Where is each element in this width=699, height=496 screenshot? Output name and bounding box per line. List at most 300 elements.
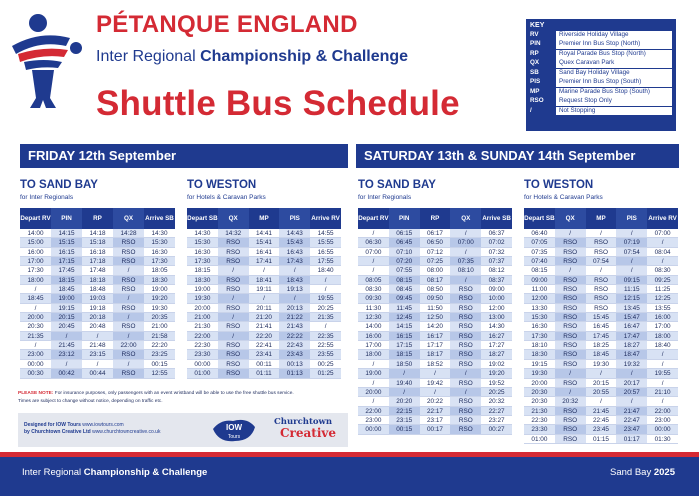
key-desc: Premier Inn Bus Stop (North) (556, 40, 672, 49)
table-cell: 17:18 (82, 257, 113, 265)
table-cell: 14:15 (389, 322, 420, 330)
table-cell: 07:02 (481, 238, 512, 246)
table-cell: 22:15 (389, 407, 420, 415)
fri-sandbay-title: TO SAND BAY (20, 179, 98, 191)
table-cell: 20:45 (51, 322, 82, 330)
table-cell: 20:30 (27, 323, 44, 331)
table-cell: 21:30 (524, 407, 555, 415)
footer-left-pre: Inter Regional (22, 467, 84, 478)
table-cell: 08:50 (426, 286, 443, 294)
table-cell: 21:43 (279, 322, 310, 330)
table-cell: 08:04 (654, 248, 671, 256)
key-code: PIN (530, 40, 541, 48)
table-cell: 20:25 (317, 304, 334, 312)
table-cell: 00:11 (256, 360, 272, 368)
sat-sandbay-subtitle: for Inter Regionals (358, 194, 412, 201)
table-cell: RSO (218, 360, 249, 368)
table-cell: / (661, 398, 664, 406)
key-desc: Premier Inn Bus Stop (South) (556, 78, 672, 87)
friday-to-weston-table (187, 208, 341, 379)
table-cell: 21:20 (249, 313, 280, 321)
column-header: MP (596, 215, 606, 222)
table-cell: 06:45 (389, 238, 420, 246)
table-cell: 07:55 (389, 266, 420, 274)
table-cell: / (51, 360, 82, 368)
table-cell: 19:30 (187, 294, 218, 302)
table-row (20, 332, 175, 341)
table-cell: 12:55 (144, 369, 175, 377)
key-item (530, 31, 672, 40)
table-cell: 12:15 (616, 294, 647, 302)
friday-header: FRIDAY 12th September (20, 144, 348, 168)
table-cell: 18:40 (654, 342, 671, 350)
table-cell: 18:50 (389, 360, 420, 368)
table-row (524, 341, 678, 350)
table-cell: / (218, 266, 249, 274)
table-cell: / (113, 294, 144, 302)
table-cell: 19:15 (531, 360, 548, 368)
table-cell: 22:30 (531, 416, 548, 424)
table-row (524, 322, 678, 331)
table-cell: 11:50 (427, 304, 443, 312)
table-cell: RSO (586, 294, 617, 302)
table-cell: 00:27 (481, 425, 512, 433)
table-cell: 18:45 (586, 350, 617, 358)
table-cell: 16:30 (151, 248, 168, 256)
table-row (524, 304, 678, 313)
table-cell: RSO (113, 304, 144, 312)
table-cell: RSO (594, 248, 608, 256)
iow-url-link[interactable]: www.iowtours.com (82, 422, 124, 428)
table-row (358, 369, 512, 378)
table-row (20, 248, 175, 257)
table-row (358, 304, 512, 313)
table-header (187, 208, 341, 229)
table-cell: 16:15 (389, 332, 420, 340)
table-cell: RSO (218, 276, 249, 284)
table-cell: 21:45 (51, 341, 82, 349)
table-cell: 21:10 (647, 388, 678, 396)
column-header: MP (259, 215, 269, 222)
table-cell: 10:00 (481, 294, 512, 302)
table-cell: 07:00 (450, 238, 481, 246)
table-cell: 16:00 (647, 313, 678, 321)
table-row (524, 257, 678, 266)
table-cell: 01:13 (279, 369, 310, 377)
table-cell: / (249, 294, 280, 302)
table-cell: / (218, 294, 249, 302)
table-cell: / (420, 369, 451, 377)
table-cell: 17:15 (51, 257, 82, 265)
table-cell: 17:47 (616, 332, 647, 340)
table-cell: RSO (555, 350, 586, 358)
table-cell: / (324, 286, 327, 294)
table-row (187, 285, 341, 294)
table-cell: 20:13 (279, 304, 310, 312)
table-row (358, 360, 512, 369)
key-code: PIS (530, 78, 541, 86)
table-cell: 06:17 (426, 230, 443, 237)
table-cell: 22:17 (420, 407, 451, 415)
table-cell: 08:00 (426, 267, 443, 275)
column-header: Depart RV (358, 215, 389, 222)
table-cell: RSO (450, 425, 481, 433)
table-cell: 01:30 (654, 435, 671, 443)
table-cell: 18:27 (616, 341, 647, 349)
table-cell: 22:45 (592, 416, 609, 424)
table-cell: 12:25 (647, 294, 678, 302)
table-cell: 14:15 (51, 229, 82, 237)
column-header: Depart RV (20, 215, 51, 222)
table-cell: / (555, 266, 586, 274)
table-cell: 08:15 (389, 276, 420, 284)
table-row (187, 313, 341, 322)
table-cell: 21:30 (194, 323, 211, 331)
table-cell: 16:15 (51, 248, 82, 256)
table-cell: 14:18 (89, 230, 106, 237)
table-cell: RSO (555, 332, 586, 340)
table-cell: 18:15 (194, 267, 211, 275)
table-row (20, 360, 175, 369)
table-cell: RSO (450, 350, 481, 358)
table-row (20, 350, 175, 359)
table-cell: RSO (113, 350, 144, 358)
cc-logo-line2: Creative (280, 426, 336, 440)
table-row (187, 248, 341, 257)
table-row (358, 379, 512, 388)
table-row (187, 350, 341, 359)
table-cell: 22:00 (187, 332, 218, 340)
table-cell: / (372, 398, 375, 406)
table-cell: 09:45 (389, 294, 420, 302)
table-cell: 08:05 (358, 276, 389, 284)
table-cell: 21:35 (20, 332, 51, 340)
table-cell: 11:15 (616, 285, 647, 293)
table-cell: 09:15 (616, 276, 647, 284)
table-cell: 16:47 (616, 322, 647, 330)
table-cell: 15:30 (524, 313, 555, 321)
table-cell: 20:48 (89, 323, 106, 331)
table-cell: 08:30 (654, 267, 671, 275)
table-header (358, 208, 512, 229)
table-cell: 17:15 (389, 341, 420, 349)
saturday-header: SATURDAY 13th & SUNDAY 14th September (356, 144, 679, 168)
table-cell: 19:00 (51, 294, 82, 302)
table-cell: 08:17 (420, 276, 451, 284)
table-cell: 00:13 (279, 360, 310, 368)
table-row (524, 229, 678, 238)
table-row (358, 294, 512, 303)
table-cell: 20:32 (555, 397, 586, 405)
table-cell: 20:00 (531, 379, 548, 387)
table-cell: 22:35 (310, 332, 341, 340)
table-row (524, 276, 678, 285)
table-cell: / (450, 248, 481, 256)
petanque-england-logo (10, 10, 88, 110)
table-row (524, 416, 678, 425)
table-cell: 19:00 (151, 286, 168, 294)
table-cell: / (450, 229, 481, 237)
table-cell: 22:20 (151, 342, 168, 350)
table-cell: 07:54 (616, 248, 647, 256)
iow-logo-text: IOW (226, 423, 242, 432)
table-cell: 17:00 (20, 257, 51, 265)
credit-text (24, 422, 160, 435)
column-header: PIS (616, 208, 647, 229)
key-title: KEY (530, 22, 545, 29)
table-cell: 14:43 (279, 229, 310, 237)
table-cell: 20:17 (616, 379, 647, 387)
table-cell: 06:30 (358, 238, 389, 246)
table-cell: RSO (555, 238, 586, 246)
table-cell: 16:27 (481, 332, 512, 340)
table-cell: 23:30 (524, 425, 555, 433)
table-cell: 12:30 (358, 313, 389, 321)
event-subtitle-pre: Inter Regional (96, 48, 201, 65)
table-cell: 18:10 (531, 342, 548, 350)
saturday-to-weston-table (524, 208, 678, 444)
table-row (20, 257, 175, 266)
table-cell: 08:10 (450, 266, 481, 274)
table-row (358, 332, 512, 341)
column-header: QX (555, 208, 586, 229)
note-line-1: For insurance purposes, only passengers with an event wristband will be able to use the free shuttle bus service. (54, 391, 294, 396)
table-cell: 18:27 (481, 350, 512, 358)
table-cell: 17:17 (426, 342, 443, 350)
table-row (358, 257, 512, 266)
table-cell: 23:00 (654, 416, 671, 424)
table-cell: 22:43 (279, 341, 310, 349)
key-item (530, 40, 672, 49)
table-cell: RSO (113, 285, 144, 293)
table-cell: / (218, 313, 249, 321)
table-cell: 14:55 (317, 230, 334, 237)
table-cell: 15:15 (51, 238, 82, 246)
column-header: PIN (51, 208, 82, 229)
iow-logo-sub: Tours (227, 434, 241, 440)
table-cell: 06:50 (420, 238, 451, 246)
table-cell: RSO (586, 276, 617, 284)
table-cell: 23:41 (249, 350, 280, 358)
table-cell: 18:45 (51, 285, 82, 293)
table-row (187, 360, 341, 369)
table-row (187, 266, 341, 275)
table-cell: RSO (555, 313, 586, 321)
table-cell: RSO (555, 304, 586, 312)
table-cell: 16:30 (194, 248, 211, 256)
table-cell: 06:37 (488, 230, 505, 237)
table-cell: 23:00 (20, 350, 51, 358)
table-cell: 19:40 (389, 379, 420, 387)
table-cell: 15:55 (310, 238, 341, 246)
table-cell: 19:30 (524, 369, 555, 377)
table-cell: / (279, 294, 310, 302)
churchtown-creative-logo (270, 417, 344, 443)
table-cell: RSO (555, 360, 586, 368)
table-cell: 00:00 (194, 360, 211, 368)
churchtown-url-link[interactable]: www.churchtowncreative.co.uk (92, 428, 161, 435)
table-cell: 14:30 (488, 323, 505, 331)
iow-tours-logo (211, 415, 257, 445)
table-cell: 17:30 (187, 257, 218, 265)
table-cell: 00:15 (389, 425, 420, 433)
table-cell: / (113, 332, 144, 340)
table-cell: 18:30 (524, 350, 555, 358)
key-code: MP (530, 87, 540, 95)
table-cell: 07:20 (389, 257, 420, 265)
table-cell: 01:00 (187, 369, 218, 377)
table-cell: 19:13 (279, 285, 310, 293)
table-row (187, 322, 341, 331)
table-row (20, 369, 175, 378)
table-cell: 00:00 (358, 425, 389, 433)
key-code: RP (530, 49, 539, 57)
table-cell: 23:17 (426, 416, 443, 424)
table-cell: 18:18 (82, 276, 113, 284)
table-row (20, 294, 175, 303)
table-cell: 09:30 (358, 294, 389, 302)
table-cell: 20:00 (20, 313, 51, 321)
table-cell: 17:30 (27, 267, 44, 275)
org-title: PÉTANQUE ENGLAND (96, 11, 358, 38)
table-row (524, 313, 678, 322)
column-header: Arrive RV (311, 215, 340, 222)
table-row (524, 266, 678, 275)
key-item (530, 78, 672, 87)
table-cell: 01:15 (592, 435, 609, 443)
table-cell: 15:47 (616, 313, 647, 321)
key-desc: Sand Bay Holiday Village (556, 69, 672, 78)
footer-right-pre: Sand Bay (610, 467, 654, 478)
event-subtitle-bold: Championship & Challenge (200, 48, 409, 65)
table-cell: 14:00 (365, 323, 382, 331)
table-row (524, 238, 678, 247)
table-cell: 16:18 (89, 248, 106, 256)
table-cell: 15:00 (20, 238, 51, 246)
table-cell: 23:00 (365, 416, 382, 424)
column-header: PIN (389, 208, 420, 229)
table-cell: / (358, 257, 389, 265)
table-cell: 21:35 (310, 313, 341, 321)
table-cell: 00:17 (420, 425, 451, 433)
table-cell: 21:00 (151, 323, 168, 331)
credit-by-name: Churchtown Creative Ltd (31, 428, 93, 435)
key-item (530, 59, 672, 68)
table-cell: 19:20 (144, 294, 175, 302)
table-cell: / (586, 369, 617, 377)
table-cell: 14:20 (426, 323, 443, 331)
table-cell: 15:45 (586, 313, 617, 321)
table-header (20, 208, 175, 229)
key-list (530, 31, 672, 115)
table-cell: RSO (450, 294, 481, 302)
table-cell: RSO (555, 257, 586, 265)
table-cell: / (555, 388, 586, 396)
table-cell: 19:20 (481, 369, 512, 377)
table-cell: / (113, 360, 144, 368)
table-row (524, 360, 678, 369)
footer-left-bold: Championship & Challenge (83, 467, 208, 478)
table-cell: 00:44 (82, 369, 113, 377)
table-row (187, 276, 341, 285)
table-cell: 07:54 (586, 257, 617, 265)
column-header: RP (93, 215, 102, 222)
table-cell: 08:12 (488, 267, 505, 275)
table-cell: RSO (555, 425, 586, 433)
table-cell: 00:15 (151, 360, 168, 368)
table-cell: / (600, 230, 602, 237)
table-cell: 14:28 (113, 229, 144, 237)
table-cell: 00:00 (27, 360, 44, 368)
table-cell: 19:11 (256, 286, 272, 294)
table-cell: 09:00 (524, 276, 555, 284)
table-cell: / (218, 332, 249, 340)
table-row (20, 229, 175, 238)
table-row (524, 397, 678, 406)
table-cell: RSO (450, 407, 481, 415)
table-cell: RSO (218, 304, 249, 312)
table-row (20, 322, 175, 331)
fri-weston-subtitle: for Hotels & Caravan Parks (187, 194, 266, 201)
table-cell: 19:55 (310, 294, 341, 302)
table-cell: 19:30 (151, 304, 168, 312)
table-cell: RSO (450, 313, 481, 321)
table-cell: 20:00 (358, 388, 389, 396)
table-cell: 15:41 (249, 238, 280, 246)
table-cell: RSO (113, 248, 144, 256)
table-cell: 01:17 (616, 435, 647, 443)
table-cell: 19:00 (194, 286, 211, 294)
column-header: Arrive RV (648, 215, 677, 222)
table-cell: 23:43 (279, 350, 310, 358)
table-cell: / (450, 276, 481, 284)
table-cell: RSO (218, 350, 249, 358)
table-cell: RSO (218, 369, 249, 377)
table-cell: 22:30 (194, 342, 211, 350)
table-cell: RSO (586, 238, 617, 246)
table-cell: 08:15 (531, 267, 548, 275)
table-cell: 22:00 (113, 341, 144, 349)
key-desc: Royal Parade Bus Stop (North) (556, 50, 672, 59)
table-cell: 12:50 (420, 313, 451, 321)
column-header: Depart SB (524, 215, 555, 222)
column-header: Depart SB (187, 215, 218, 222)
table-cell: 07:40 (524, 257, 555, 265)
table-cell: RSO (113, 276, 144, 284)
table-cell: / (34, 286, 37, 294)
table-cell: 15:43 (279, 238, 310, 246)
key-legend (526, 19, 676, 131)
table-cell: 11:00 (531, 286, 548, 294)
table-cell: RSO (218, 257, 249, 265)
table-cell: 17:30 (524, 332, 555, 340)
table-row (187, 369, 341, 378)
sat-weston-title: TO WESTON (524, 179, 594, 191)
table-cell: 16:00 (358, 332, 389, 340)
table-row (187, 229, 341, 238)
table-cell: / (450, 369, 481, 377)
table-cell: 14:41 (255, 230, 272, 237)
table-cell: 16:30 (531, 323, 548, 331)
table-cell: 09:00 (488, 286, 505, 294)
table-cell: / (661, 379, 664, 387)
sat-weston-subtitle: for Hotels & Caravan Parks (524, 194, 603, 201)
table-cell: RSO (555, 341, 586, 349)
key-item (530, 107, 672, 116)
table-cell: / (555, 369, 586, 377)
table-cell: 20:15 (51, 313, 82, 321)
table-cell: 12:00 (488, 304, 505, 312)
